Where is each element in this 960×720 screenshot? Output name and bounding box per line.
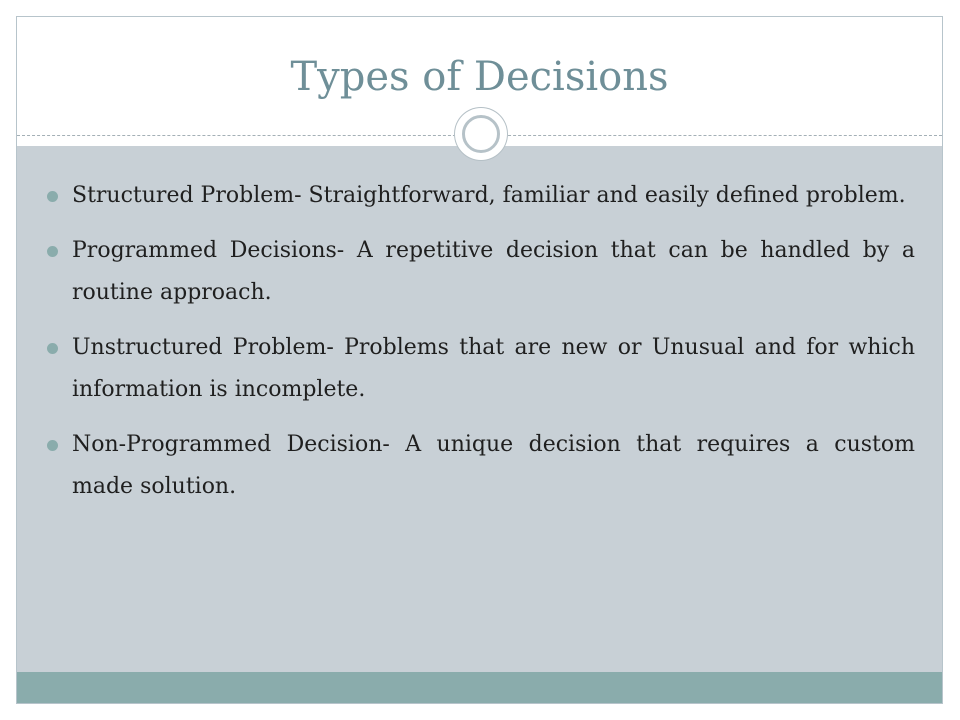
slide: [16, 16, 943, 704]
bullet-dot-icon: [47, 343, 58, 354]
footer-bar: [17, 672, 942, 704]
bullet-text: Structured Problem- Straightforward, familiar and easily defined problem.: [72, 183, 906, 208]
bullet-text: Unstructured Problem- Problems that are new or Unusual and for which information is incomplete.: [72, 335, 915, 402]
bullet-dot-icon: [47, 440, 58, 451]
bullet-dot-icon: [47, 246, 58, 257]
bullet-item: [47, 424, 915, 508]
bullet-item: [47, 175, 915, 217]
bullet-dot-icon: [47, 191, 58, 202]
bullet-text: Programmed Decisions- A repetitive decision that can be handled by a routine approach.: [72, 238, 915, 305]
bullet-item: [47, 327, 915, 411]
bullet-list: [47, 175, 915, 521]
content-panel: [17, 146, 942, 672]
circle-ornament-icon: [455, 108, 507, 160]
bullet-text: Non-Programmed Decision- A unique decision that requires a custom made solution.: [72, 432, 915, 499]
slide-title: Types of Decisions: [290, 54, 669, 100]
bullet-item: [47, 230, 915, 314]
